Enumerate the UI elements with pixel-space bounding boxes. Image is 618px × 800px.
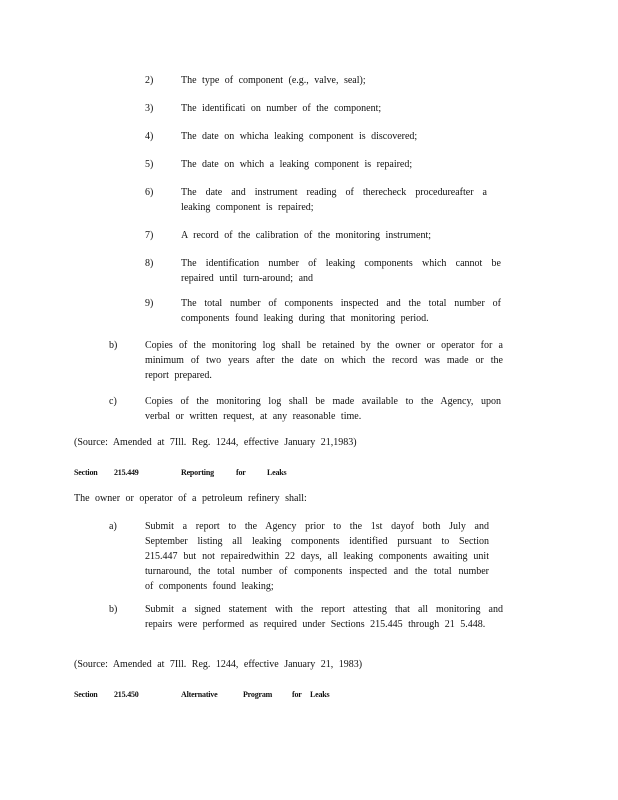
section-title-word: Program (243, 690, 273, 699)
subsection-c-number: c) (109, 396, 117, 407)
report-b-text: Submit a signed statement with the report attesting that all monitoring and repairs were performed as required under Sections 215.445 through 21 5.448. (145, 604, 503, 630)
report-b-number: b) (109, 604, 118, 615)
item-2-number: 2) (145, 75, 154, 86)
item-6-number: 6) (145, 187, 154, 198)
source-note: (Source: Amended at 7Ill. Reg. 1244, effective January 21,1983) (74, 437, 357, 448)
item-4-number: 4) (145, 131, 154, 142)
subsection-b-text: Copies of the monitoring log shall be retained by the owner or operator for a minimum of two years after the date on which the record was made or the report prepared. (145, 340, 503, 381)
item-9-text: The total number of components inspected and the total number of components found leaking during that monitoring period. (181, 298, 501, 324)
item-2-text: The type of component (e.g., valve, seal); (181, 75, 366, 86)
section-heading-215-450 (74, 687, 334, 699)
section-title-word: for (236, 468, 246, 477)
item-4-text: The date on whicha leaking component is discovered; (181, 131, 418, 142)
item-7-text: A record of the calibration of the monitoring instrument; (181, 230, 432, 241)
item-3-text: The identificati on number of the component; (181, 103, 382, 114)
item-3-number: 3) (145, 103, 154, 114)
section-title-word: Leaks (310, 690, 330, 699)
section-number: 215.450 (114, 690, 139, 699)
section-title-word: Leaks (267, 468, 287, 477)
section-number: 215.449 (114, 468, 139, 477)
item-5-text: The date on which a leaking component is repaired; (181, 159, 413, 170)
source-note: (Source: Amended at 7Ill. Reg. 1244, effective January 21, 1983) (74, 659, 363, 670)
subsection-c-text: Copies of the monitoring log shall be made available to the Agency, upon verbal or written request, at any reasonable time. (145, 396, 501, 422)
item-8-text: The identification number of leaking components which cannot be repaired until turn-around; and (181, 258, 501, 284)
section-title-word: for (292, 690, 302, 699)
item-6-text: The date and instrument reading of therecheck procedureafter a leaking component is repaired; (181, 187, 487, 213)
subsection-b-number: b) (109, 340, 118, 351)
section-label: Section (74, 468, 98, 477)
item-9-number: 9) (145, 298, 154, 309)
report-a-text: Submit a report to the Agency prior to the 1st dayof both July and September listing all leaking components identified pursuant to Section 215.447 but not repairedwithin 22 days, all leaking components awaiting unit turnaround, the total number of components inspected and the total number of components found leaking; (145, 521, 489, 592)
item-5-number: 5) (145, 159, 154, 170)
section-title-word: Alternative (181, 690, 218, 699)
section-title-word: Reporting (181, 468, 214, 477)
intro-text: The owner or operator of a petroleum refinery shall: (74, 493, 307, 504)
item-8-number: 8) (145, 258, 154, 269)
item-7-number: 7) (145, 230, 154, 241)
report-a-number: a) (109, 521, 117, 532)
section-label: Section (74, 690, 98, 699)
section-heading-215-449 (74, 465, 314, 477)
